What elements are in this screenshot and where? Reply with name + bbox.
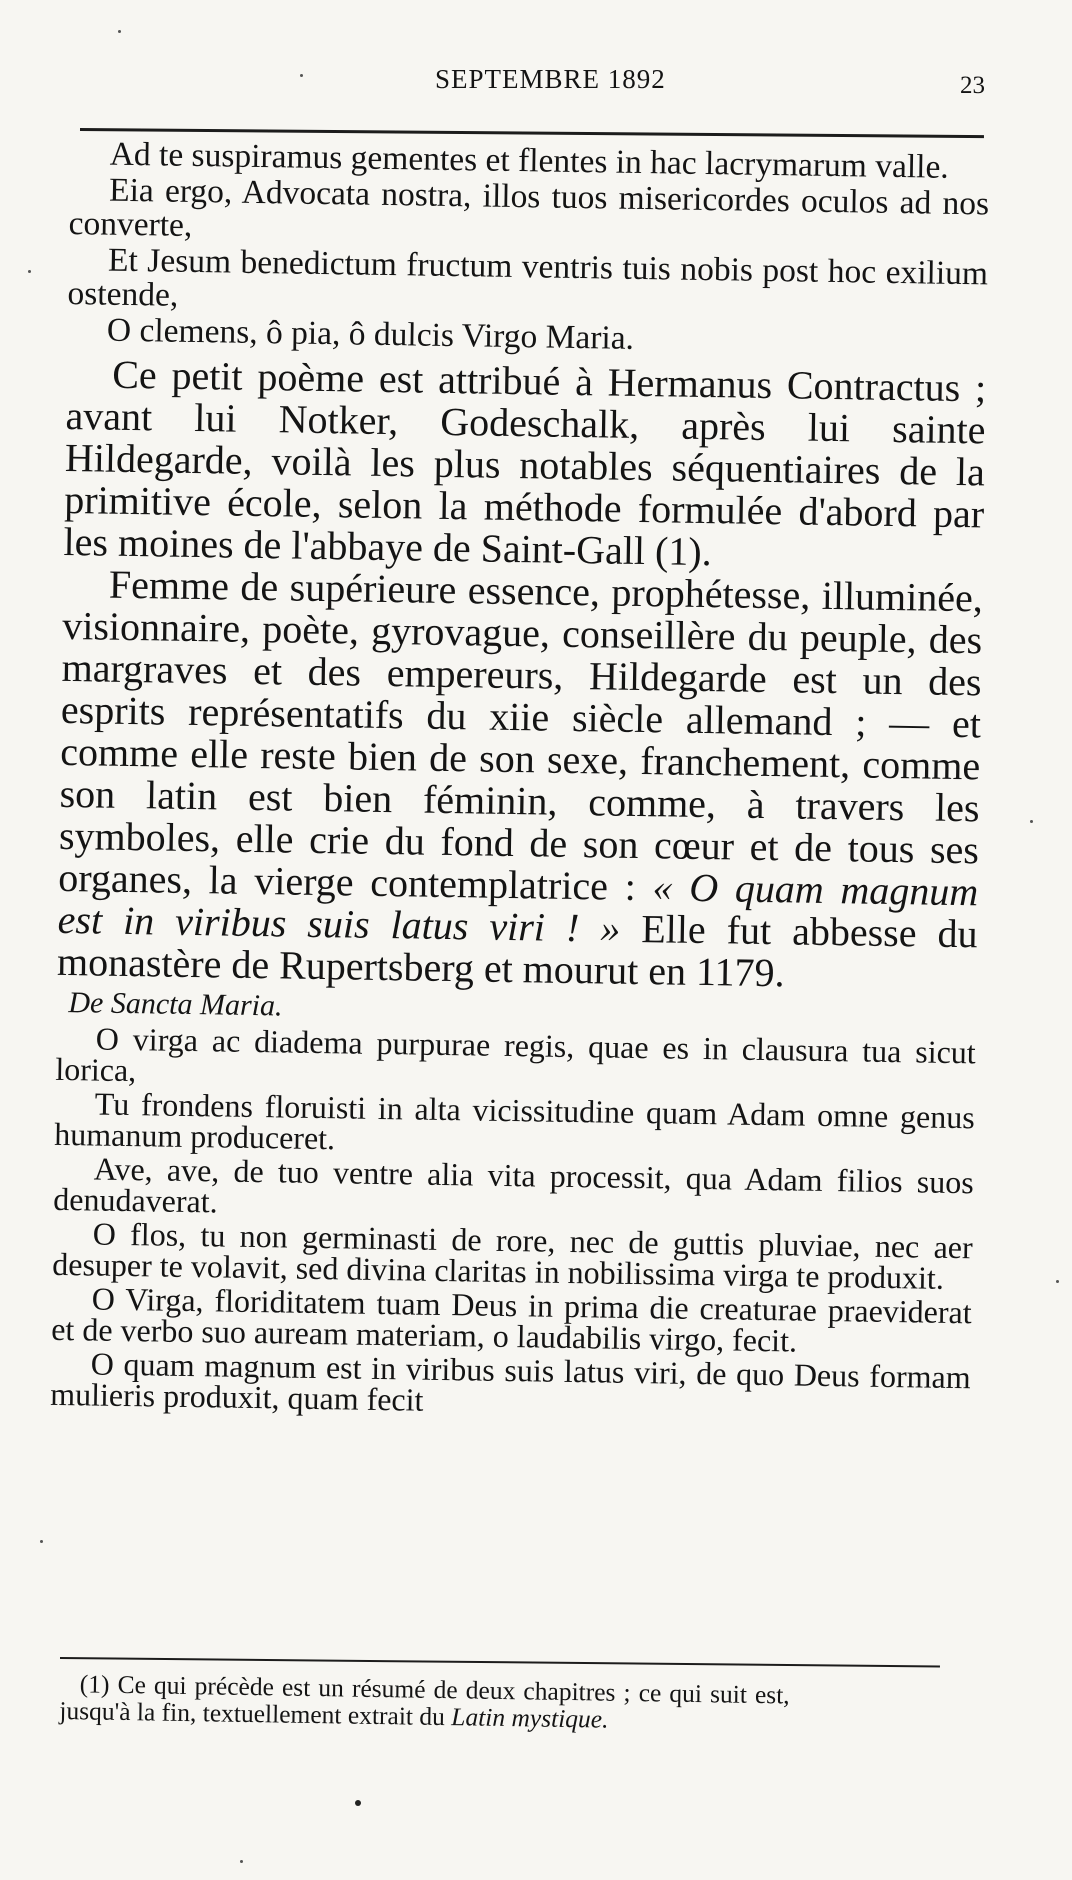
commentary [57, 353, 987, 997]
footnote [59, 1670, 790, 1735]
footnote-text: Ce qui précède est un résumé de deux chapitres ; ce qui suit est, jusqu'à la fin, textuellement extrait du [59, 1669, 790, 1732]
hymn-verse: O flos, tu non germinasti de rore, nec de guttis pluviae, nec aer desuper te volavit, sed divina claritas in nobilissima virga te produxit. [52, 1215, 973, 1296]
paragraph-hildegarde [57, 563, 983, 997]
running-title: SEPTEMBRE 1892 [435, 64, 666, 94]
section-title: De Sancta Maria. [68, 986, 283, 1023]
hymn-latin [67, 137, 990, 361]
hymn-verse: O virga ac diadema purpurae regis, quae es in clausura tua sicut lorica, [55, 1020, 977, 1089]
hildegarde-quote: « O quam magnum est in viribus suis latus viri ! » [57, 864, 979, 951]
scan-speck [1056, 1280, 1059, 1283]
footnote-mark: (1) [79, 1669, 110, 1699]
scan-speck [355, 1800, 361, 1806]
hymn-verse: Ad te suspiramus gementes et flentes in hac lacrymarum valle. [109, 135, 950, 186]
page-number: 23 [960, 72, 985, 99]
hymn-verse: Ave, ave, de tuo ventre alia vita processit, qua Adam filios suos denudaverat. [53, 1150, 974, 1220]
hymn-verse: Et Jesum benedictum fructum ventris tuis nobis post hoc exilium ostende, [67, 241, 989, 314]
footnote-title: Latin mystique. [451, 1702, 609, 1734]
paragraph-hildegarde-text: Femme de supérieure essence, prophétesse, illuminée, visionnaire, poète, gyrovague, conseillère du peuple, des margraves et des empereurs, Hildegarde est un des esprits représentatifs du xiie siècle allemand ; — et comme elle reste bien de son sexe, franchement, comme son latin est bien féminin, comme, à travers les symboles, elle crie du fond de son cœur et de tous ses organes, la vierge contemplatrice : [58, 561, 984, 909]
hymn-de-sancta-maria [49, 1020, 977, 1424]
scan-speck [40, 1540, 43, 1543]
scan-speck [1030, 820, 1033, 823]
scan-speck [118, 30, 121, 33]
scan-speck [28, 270, 31, 273]
main-text [50, 137, 990, 1427]
hymn-verse: O clemens, ô pia, ô dulcis Virgo Maria. [106, 311, 635, 357]
scan-speck [240, 1860, 243, 1863]
scan-speck [300, 74, 303, 77]
hymn-verse: Eia ergo, Advocata nostra, illos tuos misericordes oculos ad nos converte, [68, 171, 990, 244]
paragraph-hermanus: Ce petit poème est attribué à Hermanus Contractus ; avant lui Notker, Godeschalk, après lui sainte Hildegarde, voilà les plus notables séquentiaires de la primitive école, selon la méthode formulée d'abord par les moines de l'abbaye de Saint-Gall (1). [63, 351, 987, 575]
hymn-verse: O quam magnum est in viribus suis latus viri, de quo Deus formam mulieris produxit, quam fecit [49, 1345, 971, 1418]
footnote-rule [60, 1657, 940, 1667]
hymn-verse: Tu frondens floruisti in alta vicissitudine quam Adam omne genus humanum produceret. [54, 1085, 975, 1157]
paragraph-hildegarde-end: Elle fut abbesse du monastère de Rupertsberg et mourut en 1179. [56, 906, 978, 996]
hymn-verse: O Virga, floriditatem tuam Deus in prima die creaturae praeviderat et de verbo suo auream materiam, o laudabilis virgo, fecit. [50, 1280, 972, 1359]
running-head [40, 58, 1030, 98]
